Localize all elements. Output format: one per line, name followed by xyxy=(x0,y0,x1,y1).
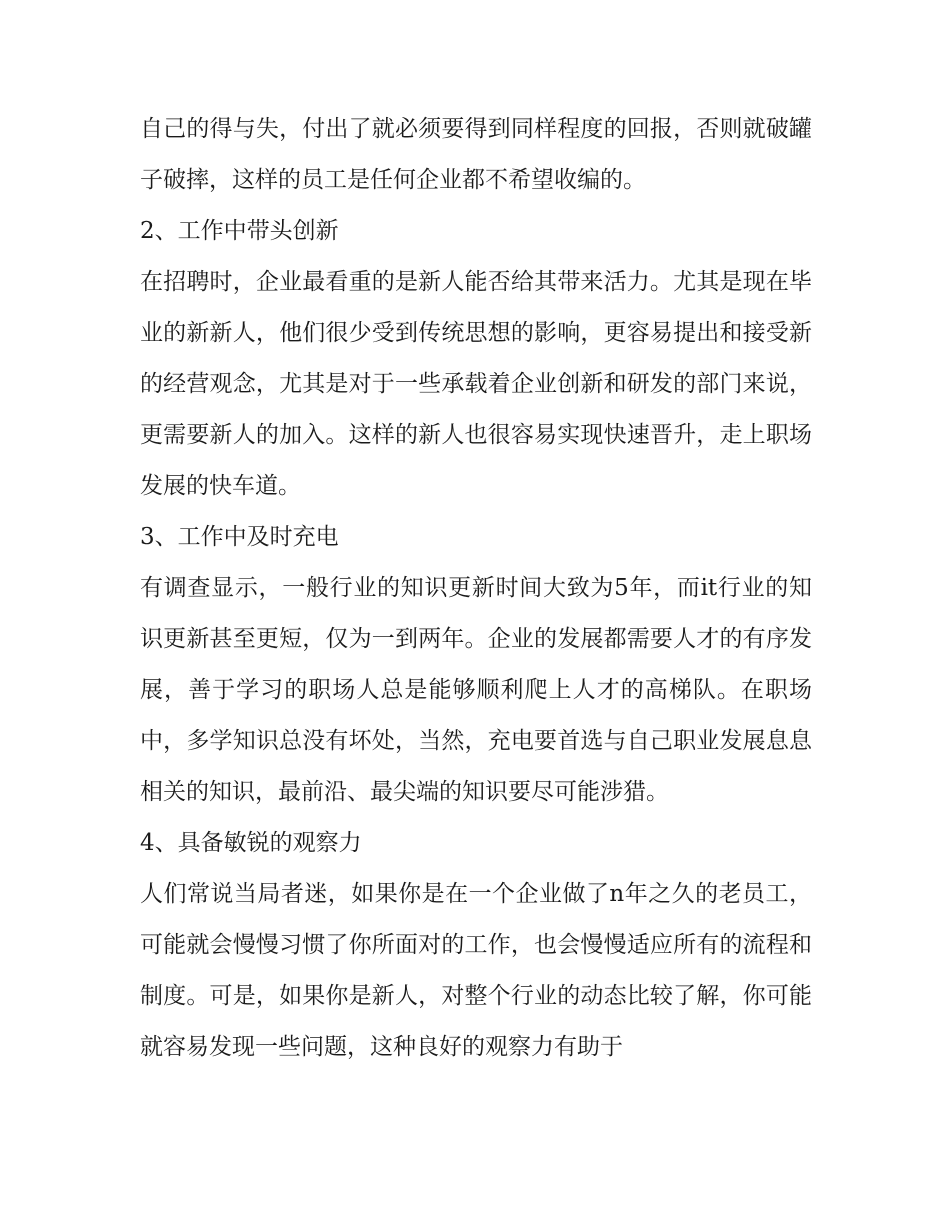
document-body xyxy=(140,104,812,1073)
heading-lead-innovation: 2、工作中带头创新 xyxy=(140,218,339,244)
paragraph-observation: 人们常说当局者迷，如果你是在一个企业做了n年之久的老员工，可能就会慢慢习惯了你所面对的工作，也会慢慢适应所有的流程和制度。可是，如果你是新人，对整个行业的动态比较了解，你可能就容易发现一些问题，这种良好的观察力有助于 xyxy=(140,881,812,1060)
paragraph-closing-previous: 自己的得与失，付出了就必须要得到同样程度的回报，否则就破罐子破摔，这样的员工是任何企业都不希望收编的。 xyxy=(140,116,812,193)
heading-timely-learning: 3、工作中及时充电 xyxy=(140,524,339,550)
heading-observation: 4、具备敏锐的观察力 xyxy=(140,830,362,856)
paragraph-innovation: 在招聘时，企业最看重的是新人能否给其带来活力。尤其是现在毕业的新新人，他们很少受到传统思想的影响，更容易提出和接受新的经营观念，尤其是对于一些承载着企业创新和研发的部门来说，更需要新人的加入。这样的新人也很容易实现快速晋升，走上职场发展的快车道。 xyxy=(140,269,812,499)
paragraph-timely-learning: 有调查显示，一般行业的知识更新时间大致为5年，而it行业的知识更新甚至更短，仅为一到两年。企业的发展都需要人才的有序发展，善于学习的职场人总是能够顺利爬上人才的高梯队。在职场中，多学知识总没有坏处，当然，充电要首选与自己职业发展息息相关的知识，最前沿、最尖端的知识要尽可能涉猎。 xyxy=(140,575,812,805)
